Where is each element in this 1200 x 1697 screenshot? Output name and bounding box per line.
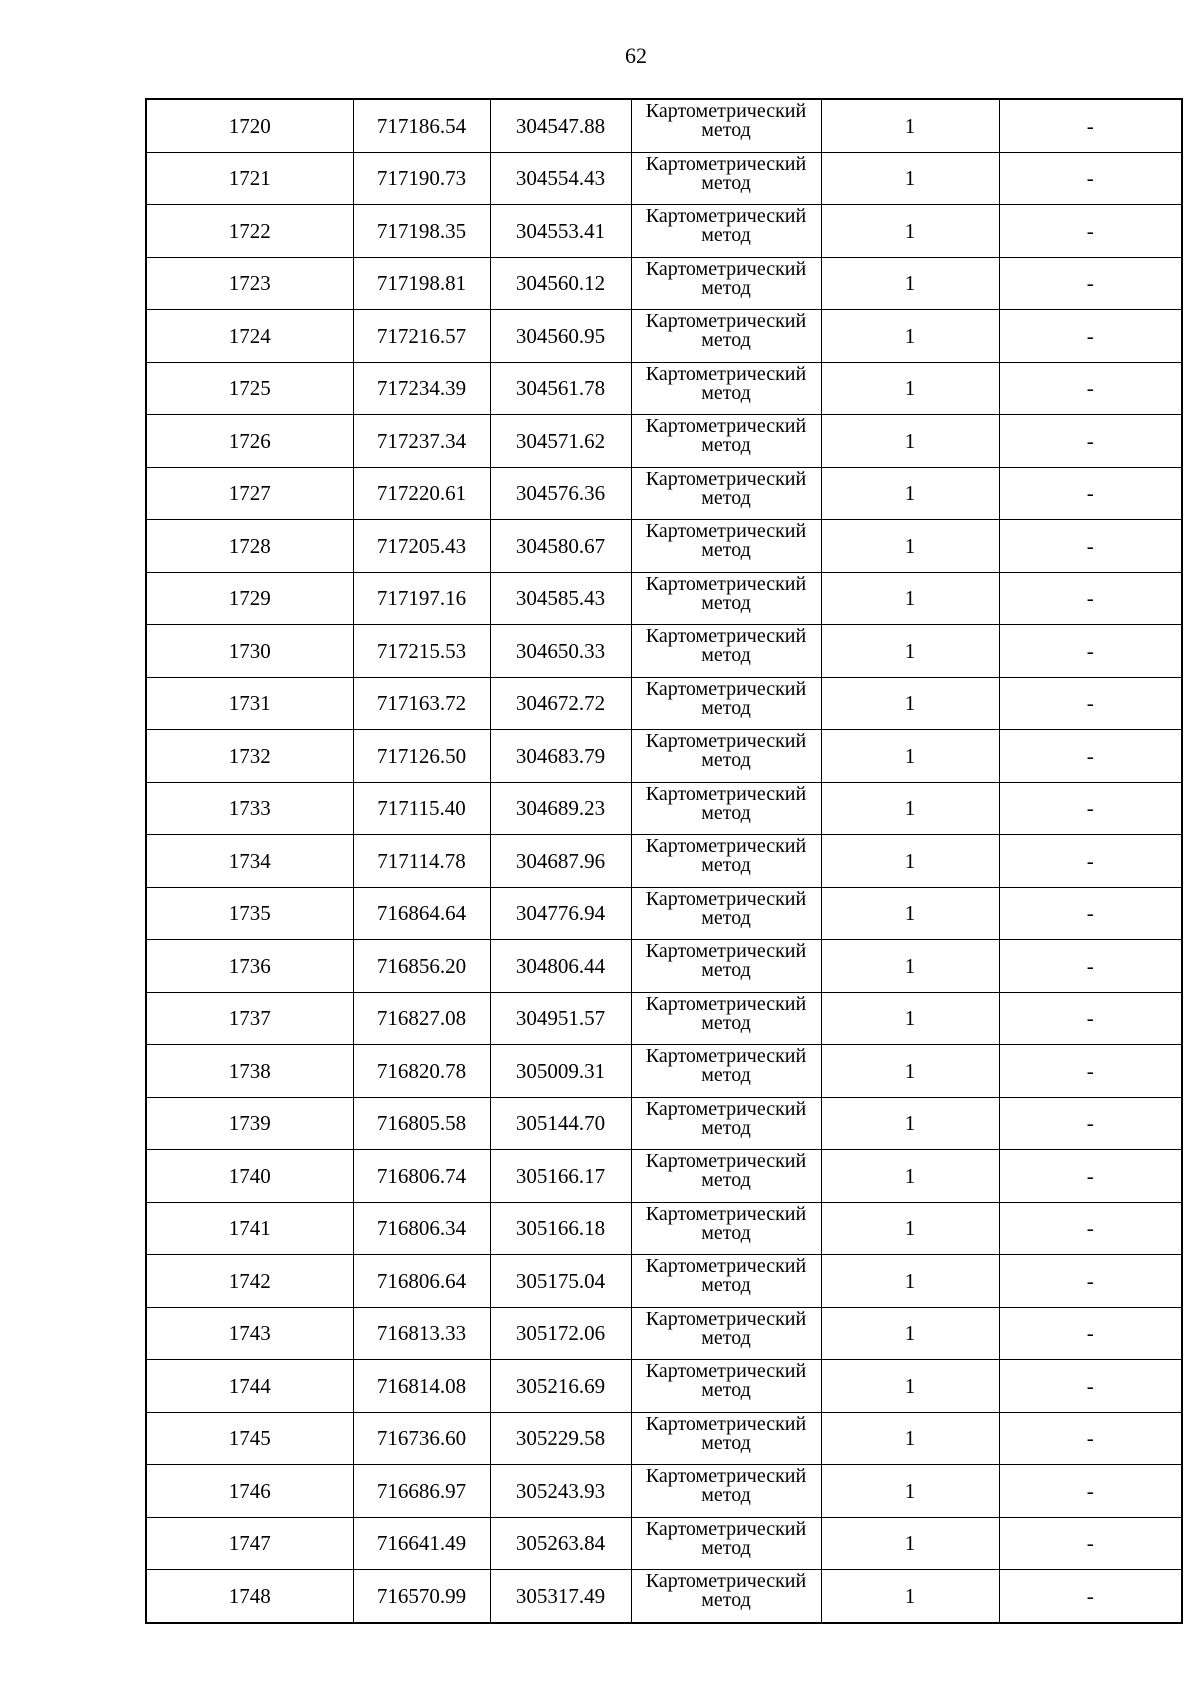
method-label-line2: метод: [701, 749, 751, 771]
accuracy-cell: 1: [821, 257, 999, 310]
method-label-line1: Картометрический: [645, 625, 807, 647]
point-number-cell: 1720: [146, 99, 353, 152]
accuracy-cell: 1: [821, 1412, 999, 1465]
accuracy-cell: 1: [821, 1255, 999, 1308]
point-number-cell: 1740: [146, 1150, 353, 1203]
x-coordinate-cell: 717126.50: [353, 730, 490, 783]
method-label-line1: Картометрический: [645, 152, 807, 175]
page-number: 62: [625, 43, 647, 68]
table-row: [146, 1150, 1182, 1203]
point-number-cell: 1726: [146, 415, 353, 468]
method-label-line1: Картометрический: [645, 1465, 807, 1487]
accuracy-cell: 1: [821, 467, 999, 520]
note-cell: -: [999, 1150, 1182, 1203]
y-coordinate-cell: 305009.31: [490, 1045, 631, 1098]
method-label-line2: метод: [701, 1064, 751, 1086]
method-cell: [631, 572, 821, 625]
note-cell: -: [999, 467, 1182, 520]
method-cell: [631, 1412, 821, 1465]
method-label-line2: метод: [701, 854, 751, 876]
y-coordinate-cell: 304554.43: [490, 152, 631, 205]
method-cell: [631, 1307, 821, 1360]
y-coordinate-cell: 304547.88: [490, 99, 631, 152]
y-coordinate-cell: 305229.58: [490, 1412, 631, 1465]
x-coordinate-cell: 717198.81: [353, 257, 490, 310]
method-cell: [631, 1570, 821, 1623]
table-row: [146, 887, 1182, 940]
method-cell: [631, 1255, 821, 1308]
point-number-cell: 1745: [146, 1412, 353, 1465]
x-coordinate-cell: 717186.54: [353, 99, 490, 152]
method-cell: [631, 782, 821, 835]
method-cell: [631, 1045, 821, 1098]
accuracy-cell: 1: [821, 520, 999, 573]
method-label-line1: Картометрический: [645, 1202, 807, 1225]
accuracy-cell: 1: [821, 835, 999, 888]
point-number-cell: 1734: [146, 835, 353, 888]
y-coordinate-cell: 305172.06: [490, 1307, 631, 1360]
point-number-cell: 1737: [146, 992, 353, 1045]
table-row: [146, 1307, 1182, 1360]
table-row: [146, 467, 1182, 520]
point-number-cell: 1727: [146, 467, 353, 520]
y-coordinate-cell: 305175.04: [490, 1255, 631, 1308]
accuracy-cell: 1: [821, 1465, 999, 1518]
point-number-cell: 1725: [146, 362, 353, 415]
table-row: [146, 310, 1182, 363]
method-cell: [631, 362, 821, 415]
y-coordinate-cell: 305216.69: [490, 1360, 631, 1413]
x-coordinate-cell: 717190.73: [353, 152, 490, 205]
x-coordinate-cell: 716806.74: [353, 1150, 490, 1203]
accuracy-cell: 1: [821, 1570, 999, 1623]
method-label-line2: метод: [701, 1536, 751, 1559]
accuracy-cell: 1: [821, 572, 999, 625]
point-number-cell: 1730: [146, 625, 353, 678]
accuracy-cell: 1: [821, 940, 999, 993]
method-cell: [631, 1360, 821, 1413]
table-row: [146, 1570, 1182, 1623]
note-cell: -: [999, 1202, 1182, 1255]
x-coordinate-cell: 716820.78: [353, 1045, 490, 1098]
table-row: [146, 362, 1182, 415]
method-cell: [631, 1097, 821, 1150]
x-coordinate-cell: 716641.49: [353, 1517, 490, 1570]
y-coordinate-cell: 304672.72: [490, 677, 631, 730]
method-label-line1: Картометрический: [645, 992, 807, 1015]
y-coordinate-cell: 305166.17: [490, 1150, 631, 1203]
y-coordinate-cell: 305243.93: [490, 1465, 631, 1518]
note-cell: -: [999, 1097, 1182, 1150]
point-number-cell: 1736: [146, 940, 353, 993]
method-label-line2: метод: [701, 1169, 751, 1191]
y-coordinate-cell: 305144.70: [490, 1097, 631, 1150]
y-coordinate-cell: 304560.12: [490, 257, 631, 310]
accuracy-cell: 1: [821, 887, 999, 940]
x-coordinate-cell: 717234.39: [353, 362, 490, 415]
accuracy-cell: 1: [821, 152, 999, 205]
method-cell: [631, 677, 821, 730]
table-row: [146, 677, 1182, 730]
method-cell: [631, 99, 821, 152]
x-coordinate-cell: 716814.08: [353, 1360, 490, 1413]
point-number-cell: 1728: [146, 520, 353, 573]
method-cell: [631, 415, 821, 468]
x-coordinate-cell: 716736.60: [353, 1412, 490, 1465]
note-cell: -: [999, 940, 1182, 993]
y-coordinate-cell: 305263.84: [490, 1517, 631, 1570]
table-row: [146, 415, 1182, 468]
table-row: [146, 520, 1182, 573]
method-label-line1: Картометрический: [645, 1150, 807, 1172]
point-number-cell: 1733: [146, 782, 353, 835]
note-cell: -: [999, 835, 1182, 888]
x-coordinate-cell: 716805.58: [353, 1097, 490, 1150]
note-cell: -: [999, 1045, 1182, 1098]
method-label-line2: метод: [701, 1116, 751, 1139]
point-number-cell: 1724: [146, 310, 353, 363]
method-label-line1: Картометрический: [645, 1097, 807, 1120]
x-coordinate-cell: 717115.40: [353, 782, 490, 835]
x-coordinate-cell: 717215.53: [353, 625, 490, 678]
x-coordinate-cell: 717216.57: [353, 310, 490, 363]
y-coordinate-cell: 304650.33: [490, 625, 631, 678]
method-cell: [631, 625, 821, 678]
note-cell: -: [999, 310, 1182, 363]
accuracy-cell: 1: [821, 310, 999, 363]
note-cell: -: [999, 782, 1182, 835]
method-label-line2: метод: [701, 329, 751, 351]
method-label-line1: Картометрический: [645, 467, 807, 490]
method-label-line1: Картометрический: [645, 362, 807, 385]
table-row: [146, 1412, 1182, 1465]
method-cell: [631, 992, 821, 1045]
y-coordinate-cell: 304580.67: [490, 520, 631, 573]
method-label-line2: метод: [701, 434, 751, 456]
method-cell: [631, 152, 821, 205]
y-coordinate-cell: 305166.18: [490, 1202, 631, 1255]
table-row: [146, 99, 1182, 152]
y-coordinate-cell: 304585.43: [490, 572, 631, 625]
note-cell: -: [999, 520, 1182, 573]
coordinates-table: [145, 98, 1183, 1624]
method-label-line1: Картометрический: [645, 730, 807, 752]
method-label-line1: Картометрический: [645, 782, 807, 805]
x-coordinate-cell: 716686.97: [353, 1465, 490, 1518]
point-number-cell: 1742: [146, 1255, 353, 1308]
method-label-line1: Картометрический: [645, 1045, 807, 1067]
table-row: [146, 782, 1182, 835]
x-coordinate-cell: 717198.35: [353, 205, 490, 258]
method-label-line2: метод: [701, 644, 751, 666]
table-row: [146, 835, 1182, 888]
method-label-line1: Картометрический: [645, 520, 807, 542]
method-label-line2: метод: [701, 906, 751, 929]
method-label-line1: Картометрический: [645, 1307, 807, 1330]
method-cell: [631, 205, 821, 258]
x-coordinate-cell: 717163.72: [353, 677, 490, 730]
point-number-cell: 1743: [146, 1307, 353, 1360]
y-coordinate-cell: 304683.79: [490, 730, 631, 783]
point-number-cell: 1723: [146, 257, 353, 310]
note-cell: -: [999, 1307, 1182, 1360]
accuracy-cell: 1: [821, 1360, 999, 1413]
table-row: [146, 572, 1182, 625]
note-cell: -: [999, 415, 1182, 468]
point-number-cell: 1748: [146, 1570, 353, 1623]
method-label-line1: Картометрический: [645, 310, 807, 332]
x-coordinate-cell: 717197.16: [353, 572, 490, 625]
table-row: [146, 625, 1182, 678]
x-coordinate-cell: 716813.33: [353, 1307, 490, 1360]
method-label-line2: метод: [701, 591, 751, 614]
point-number-cell: 1741: [146, 1202, 353, 1255]
x-coordinate-cell: 717114.78: [353, 835, 490, 888]
method-label-line1: Картометрический: [645, 1570, 807, 1592]
point-number-cell: 1738: [146, 1045, 353, 1098]
accuracy-cell: 1: [821, 677, 999, 730]
note-cell: -: [999, 730, 1182, 783]
method-label-line2: метод: [701, 381, 751, 404]
y-coordinate-cell: 304951.57: [490, 992, 631, 1045]
note-cell: -: [999, 205, 1182, 258]
coordinates-table-body: [146, 99, 1182, 1623]
accuracy-cell: 1: [821, 1202, 999, 1255]
note-cell: -: [999, 1360, 1182, 1413]
point-number-cell: 1721: [146, 152, 353, 205]
method-label-line1: Картометрический: [645, 1412, 807, 1435]
note-cell: -: [999, 1517, 1182, 1570]
method-label-line2: метод: [701, 1274, 751, 1296]
point-number-cell: 1722: [146, 205, 353, 258]
table-row: [146, 1045, 1182, 1098]
method-label-line1: Картометрический: [645, 415, 807, 437]
method-label-line1: Картометрический: [645, 205, 807, 227]
table-row: [146, 1202, 1182, 1255]
accuracy-cell: 1: [821, 782, 999, 835]
accuracy-cell: 1: [821, 1045, 999, 1098]
accuracy-cell: 1: [821, 362, 999, 415]
accuracy-cell: 1: [821, 1150, 999, 1203]
method-cell: [631, 1517, 821, 1570]
table-row: [146, 257, 1182, 310]
point-number-cell: 1731: [146, 677, 353, 730]
note-cell: -: [999, 625, 1182, 678]
note-cell: -: [999, 572, 1182, 625]
accuracy-cell: 1: [821, 99, 999, 152]
x-coordinate-cell: 716570.99: [353, 1570, 490, 1623]
method-cell: [631, 887, 821, 940]
y-coordinate-cell: 304560.95: [490, 310, 631, 363]
point-number-cell: 1732: [146, 730, 353, 783]
method-label-line2: метод: [701, 1221, 751, 1244]
point-number-cell: 1744: [146, 1360, 353, 1413]
accuracy-cell: 1: [821, 1517, 999, 1570]
point-number-cell: 1747: [146, 1517, 353, 1570]
method-label-line1: Картометрический: [645, 257, 807, 280]
y-coordinate-cell: 304806.44: [490, 940, 631, 993]
table-row: [146, 205, 1182, 258]
table-row: [146, 1255, 1182, 1308]
y-coordinate-cell: 304571.62: [490, 415, 631, 468]
point-number-cell: 1735: [146, 887, 353, 940]
table-row: [146, 1360, 1182, 1413]
table-row: [146, 1517, 1182, 1570]
method-cell: [631, 835, 821, 888]
method-cell: [631, 1202, 821, 1255]
method-label-line2: метод: [701, 1484, 751, 1506]
method-label-line1: Картометрический: [645, 572, 807, 595]
note-cell: -: [999, 362, 1182, 415]
method-label-line2: метод: [701, 1589, 751, 1611]
method-cell: [631, 310, 821, 363]
note-cell: -: [999, 257, 1182, 310]
x-coordinate-cell: 716806.34: [353, 1202, 490, 1255]
accuracy-cell: 1: [821, 205, 999, 258]
point-number-cell: 1729: [146, 572, 353, 625]
method-cell: [631, 1150, 821, 1203]
accuracy-cell: 1: [821, 730, 999, 783]
method-label-line2: метод: [701, 276, 751, 299]
method-label-line1: Картометрический: [645, 1360, 807, 1382]
method-label-line1: Картометрический: [645, 677, 807, 700]
method-cell: [631, 940, 821, 993]
table-row: [146, 992, 1182, 1045]
table-row: [146, 152, 1182, 205]
y-coordinate-cell: 304689.23: [490, 782, 631, 835]
accuracy-cell: 1: [821, 625, 999, 678]
x-coordinate-cell: 717205.43: [353, 520, 490, 573]
x-coordinate-cell: 717237.34: [353, 415, 490, 468]
method-label-line2: метод: [701, 1326, 751, 1349]
method-cell: [631, 257, 821, 310]
method-label-line2: метод: [701, 171, 751, 194]
y-coordinate-cell: 305317.49: [490, 1570, 631, 1623]
table-row: [146, 1097, 1182, 1150]
method-label-line1: Картометрический: [645, 835, 807, 857]
y-coordinate-cell: 304576.36: [490, 467, 631, 520]
y-coordinate-cell: 304776.94: [490, 887, 631, 940]
accuracy-cell: 1: [821, 992, 999, 1045]
method-label-line2: метод: [701, 696, 751, 719]
x-coordinate-cell: 716864.64: [353, 887, 490, 940]
method-cell: [631, 1465, 821, 1518]
table-row: [146, 1465, 1182, 1518]
method-label-line2: метод: [701, 959, 751, 981]
method-label-line1: Картометрический: [645, 100, 807, 122]
x-coordinate-cell: 717220.61: [353, 467, 490, 520]
accuracy-cell: 1: [821, 415, 999, 468]
point-number-cell: 1739: [146, 1097, 353, 1150]
method-label-line2: метод: [701, 1379, 751, 1401]
method-label-line2: метод: [701, 224, 751, 246]
method-label-line2: метод: [701, 119, 751, 141]
method-label-line2: метод: [701, 539, 751, 561]
note-cell: -: [999, 992, 1182, 1045]
x-coordinate-cell: 716856.20: [353, 940, 490, 993]
method-cell: [631, 730, 821, 783]
method-label-line2: метод: [701, 1011, 751, 1034]
note-cell: -: [999, 1255, 1182, 1308]
method-label-line2: метод: [701, 801, 751, 824]
x-coordinate-cell: 716827.08: [353, 992, 490, 1045]
note-cell: -: [999, 887, 1182, 940]
note-cell: -: [999, 1465, 1182, 1518]
accuracy-cell: 1: [821, 1307, 999, 1360]
note-cell: -: [999, 1570, 1182, 1623]
y-coordinate-cell: 304687.96: [490, 835, 631, 888]
method-label-line1: Картометрический: [645, 940, 807, 962]
method-label-line1: Картометрический: [645, 1517, 807, 1540]
accuracy-cell: 1: [821, 1097, 999, 1150]
method-label-line1: Картометрический: [645, 887, 807, 910]
note-cell: -: [999, 1412, 1182, 1465]
note-cell: -: [999, 152, 1182, 205]
method-label-line2: метод: [701, 486, 751, 509]
note-cell: -: [999, 677, 1182, 730]
x-coordinate-cell: 716806.64: [353, 1255, 490, 1308]
method-label-line2: метод: [701, 1431, 751, 1454]
method-cell: [631, 520, 821, 573]
table-row: [146, 730, 1182, 783]
y-coordinate-cell: 304553.41: [490, 205, 631, 258]
method-cell: [631, 467, 821, 520]
table-row: [146, 940, 1182, 993]
method-label-line1: Картометрический: [645, 1255, 807, 1277]
note-cell: -: [999, 99, 1182, 152]
point-number-cell: 1746: [146, 1465, 353, 1518]
y-coordinate-cell: 304561.78: [490, 362, 631, 415]
